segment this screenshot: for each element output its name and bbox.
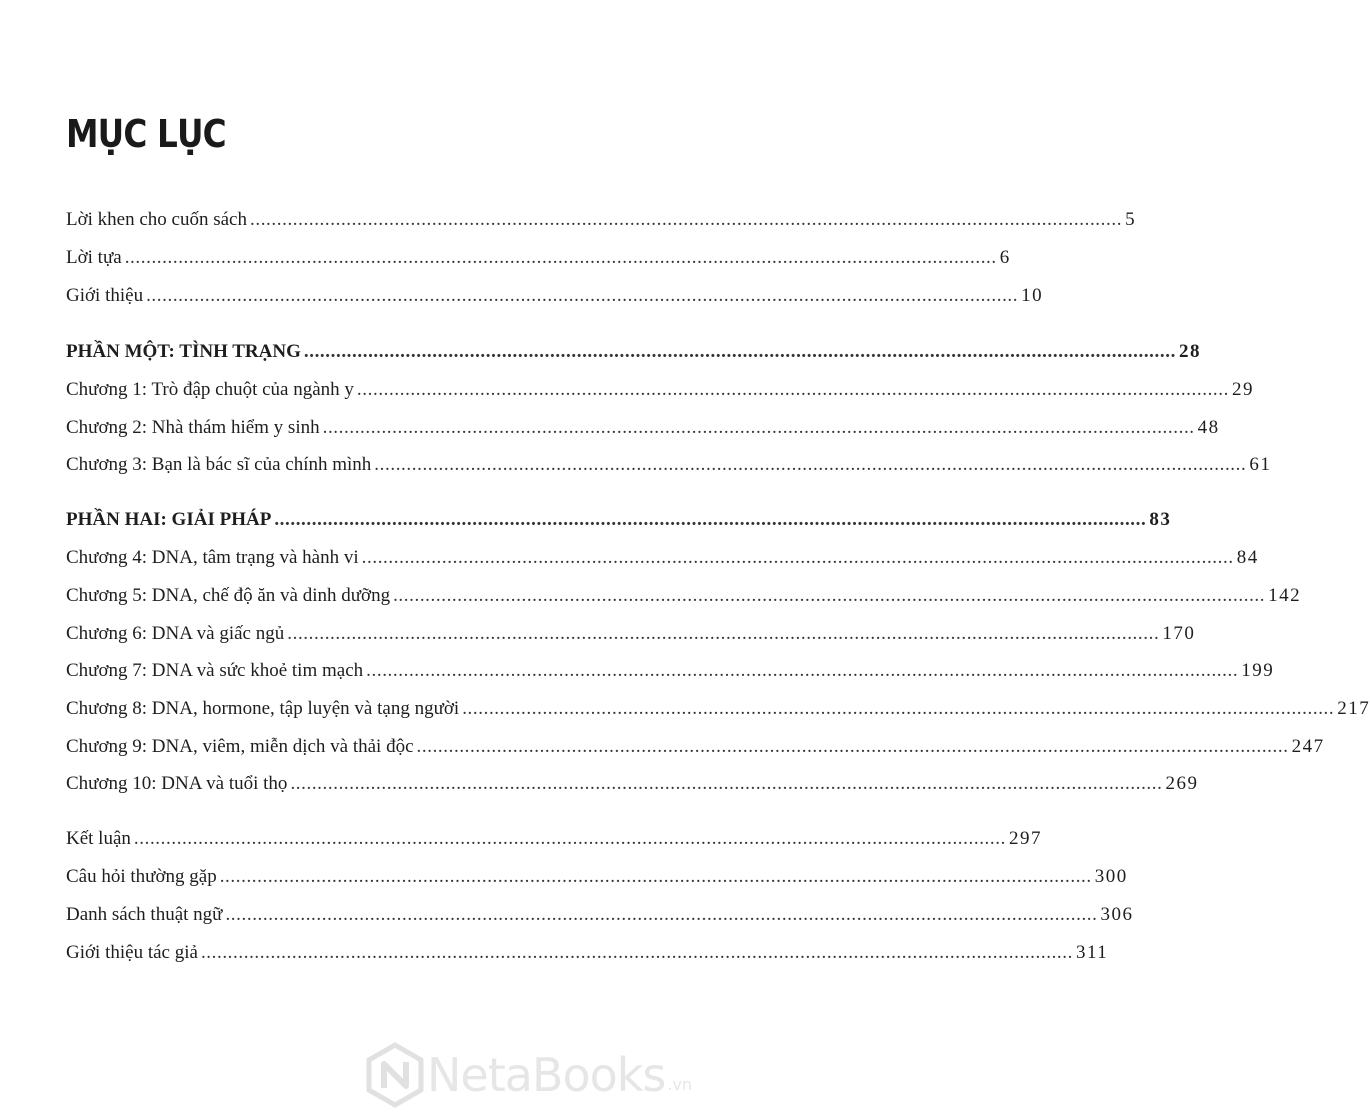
toc-entry-label: Chương 10: DNA và tuổi thọ [66, 773, 288, 794]
toc-page-number: 28 [1178, 341, 1201, 362]
toc-leader-dots: ................................................................................................................................................................... [287, 623, 1160, 644]
toc-part-label: PHẦN HAI: GIẢI PHÁP [66, 509, 272, 530]
toc-entry-praise[interactable] [66, 207, 1137, 233]
toc-leader-dots: ................................................................................................................................................................... [393, 585, 1266, 606]
watermark-suffix: .vn [667, 1075, 693, 1094]
toc-page-number: 10 [1021, 285, 1044, 306]
toc-leader-dots: ................................................................................................................................................................... [303, 341, 1176, 362]
toc-entry-label: Danh sách thuật ngữ [66, 904, 223, 925]
toc-page-number: 300 [1094, 866, 1128, 887]
toc-page-number: 29 [1231, 379, 1254, 400]
toc-page-number: 5 [1125, 209, 1137, 230]
toc-entry-foreword[interactable] [66, 245, 1011, 271]
toc-page-number: 170 [1162, 623, 1196, 644]
toc-page-number: 48 [1197, 417, 1220, 438]
toc-page-number: 61 [1249, 454, 1272, 475]
toc-leader-dots: ................................................................................................................................................................... [133, 828, 1006, 849]
toc-entry-label: Chương 7: DNA và sức khoẻ tim mạch [66, 660, 364, 681]
toc-leader-dots: ................................................................................................................................................................... [356, 379, 1229, 400]
toc-leader-dots: ................................................................................................................................................................... [200, 942, 1073, 963]
toc-entry-glossary[interactable] [66, 902, 1134, 928]
toc-leader-dots: ................................................................................................................................................................... [416, 736, 1289, 757]
toc-entry-about-author[interactable] [66, 940, 1109, 966]
toc-entry-label: Chương 5: DNA, chế độ ăn và dinh dưỡng [66, 585, 391, 606]
netabooks-logo-icon [365, 1042, 425, 1108]
toc-part-label: PHẦN MỘT: TÌNH TRẠNG [66, 341, 301, 362]
toc-page-number: 83 [1149, 509, 1172, 530]
toc-entry-label: Chương 3: Bạn là bác sĩ của chính mình [66, 454, 372, 475]
toc-entry-chapter-4[interactable] [66, 545, 1259, 571]
toc-leader-dots: ................................................................................................................................................................... [366, 660, 1239, 681]
toc-part-one[interactable] [66, 339, 1201, 365]
toc-leader-dots: ................................................................................................................................................................... [219, 866, 1092, 887]
toc-leader-dots: ................................................................................................................................................................... [374, 454, 1247, 475]
toc-page-number: 306 [1100, 904, 1134, 925]
toc-leader-dots: ................................................................................................................................................................... [225, 904, 1098, 925]
toc-leader-dots: ................................................................................................................................................................... [462, 698, 1335, 719]
toc-leader-dots: ................................................................................................................................................................... [274, 509, 1147, 530]
toc-leader-dots: ................................................................................................................................................................... [322, 417, 1195, 438]
toc-page-number: 269 [1165, 773, 1199, 794]
toc-page-number: 311 [1076, 942, 1109, 963]
toc-entry-conclusion[interactable] [66, 826, 1042, 852]
page-title: MỤC LỤC [66, 112, 226, 156]
toc-entry-chapter-10[interactable] [66, 771, 1199, 797]
toc-entry-label: Giới thiệu tác giả [66, 942, 198, 963]
toc-page-number: 247 [1291, 736, 1325, 757]
toc-page-number: 217 [1337, 698, 1370, 719]
netabooks-watermark [365, 1040, 692, 1110]
toc-page-number: 199 [1241, 660, 1275, 681]
toc-page-number: 84 [1236, 547, 1259, 568]
toc-leader-dots: ................................................................................................................................................................... [290, 773, 1163, 794]
toc-entry-chapter-3[interactable] [66, 452, 1272, 478]
toc-leader-dots: ................................................................................................................................................................... [361, 547, 1234, 568]
toc-entry-chapter-9[interactable] [66, 734, 1325, 760]
toc-entry-chapter-6[interactable] [66, 621, 1196, 647]
toc-page-number: 297 [1008, 828, 1042, 849]
toc-entry-chapter-5[interactable] [66, 583, 1302, 609]
toc-entry-chapter-2[interactable] [66, 415, 1220, 441]
toc-entry-label: Kết luận [66, 828, 131, 849]
toc-entry-label: Chương 1: Trò đập chuột của ngành y [66, 379, 354, 400]
toc-entry-label: Chương 4: DNA, tâm trạng và hành vi [66, 547, 359, 568]
toc-leader-dots: ................................................................................................................................................................... [250, 209, 1123, 230]
toc-entry-label: Chương 9: DNA, viêm, miễn dịch và thải độc [66, 736, 414, 757]
toc-entry-label: Giới thiệu [66, 285, 144, 306]
toc-entry-chapter-7[interactable] [66, 658, 1275, 684]
toc-entry-label: Lời khen cho cuốn sách [66, 209, 247, 230]
toc-part-two[interactable] [66, 507, 1172, 533]
toc-entry-label: Chương 2: Nhà thám hiểm y sinh [66, 417, 320, 438]
toc-leader-dots: ................................................................................................................................................................... [146, 285, 1019, 306]
toc-entry-chapter-8[interactable] [66, 696, 1370, 722]
toc-entry-label: Chương 6: DNA và giấc ngủ [66, 623, 285, 644]
toc-entry-chapter-1[interactable] [66, 377, 1254, 403]
toc-entry-label: Lời tựa [66, 247, 122, 268]
toc-entry-label: Chương 8: DNA, hormone, tập luyện và tạng người [66, 698, 460, 719]
toc-entry-label: Câu hỏi thường gặp [66, 866, 217, 887]
watermark-brand: NetaBooks [427, 1048, 666, 1102]
toc-entry-introduction[interactable] [66, 283, 1044, 309]
toc-page-number: 142 [1268, 585, 1302, 606]
toc-entry-faq[interactable] [66, 864, 1128, 890]
toc-page-number: 6 [999, 247, 1011, 268]
toc-leader-dots: ................................................................................................................................................................... [124, 247, 997, 268]
